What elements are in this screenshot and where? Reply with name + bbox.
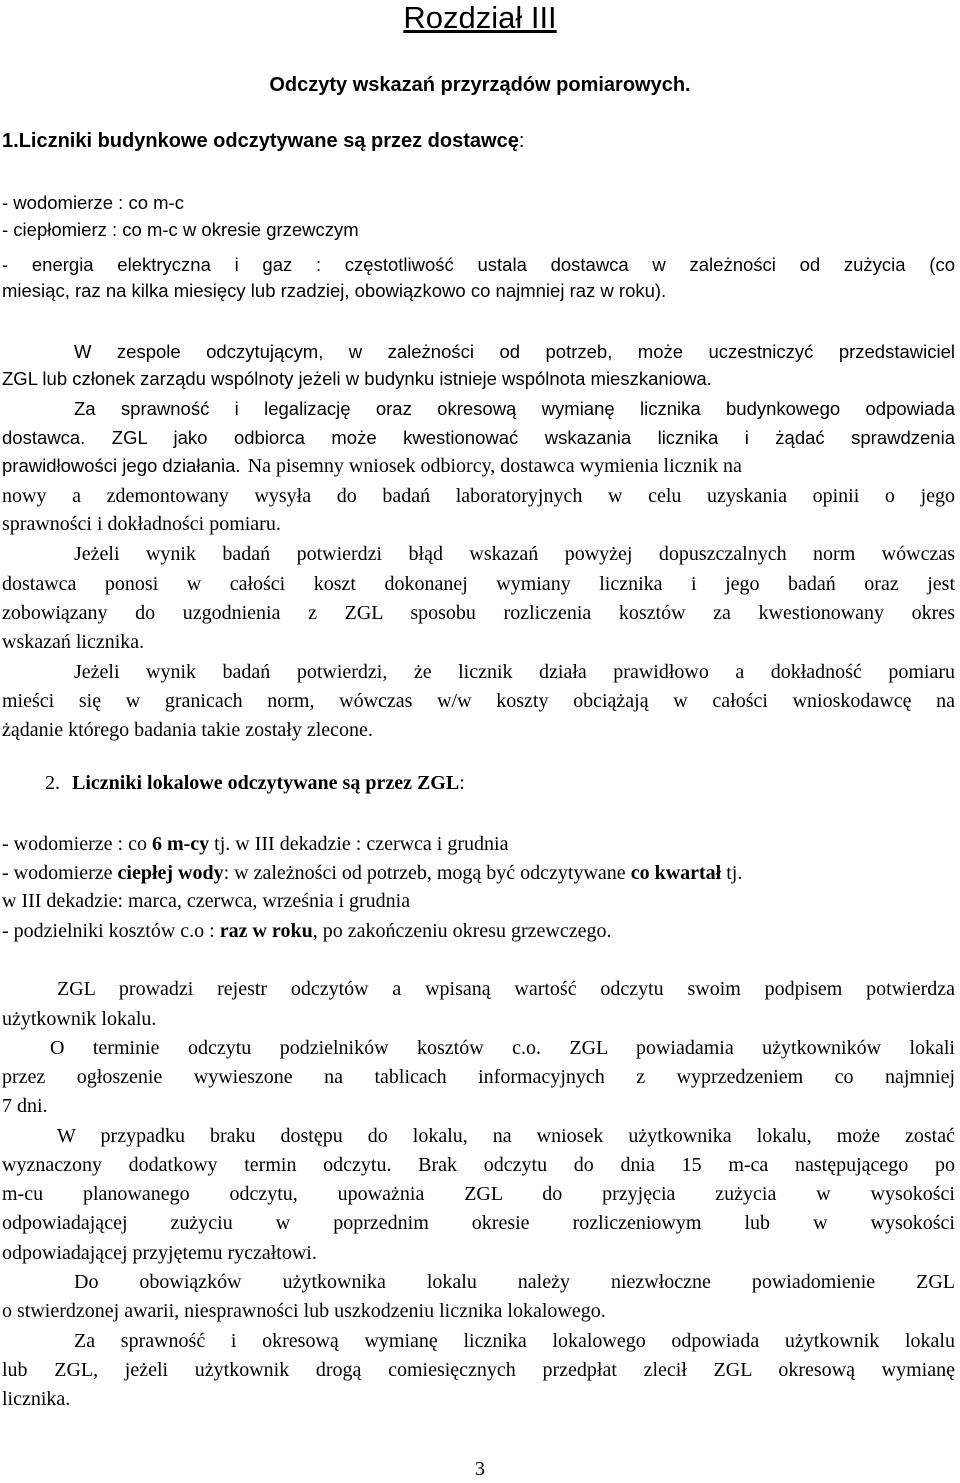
list-emphasis: co kwartał (630, 862, 722, 884)
paragraph-line: sprawności i dokładności pomiaru. (2, 513, 281, 535)
paragraph-line: Jeżeli wynik badań potwierdzi, że licznik działa prawidłowo a dokładność pomiaru (74, 661, 955, 683)
paragraph-line: wskazań licznika. (2, 631, 145, 653)
paragraph-line: Jeżeli wynik badań potwierdzi błąd wskazań powyżej dopuszczalnych norm wówczas (74, 543, 955, 565)
paragraph-line: wyznaczony dodatkowy termin odczytu. Brak odczytu do dnia 15 m-ca następującego po (2, 1154, 955, 1176)
list-emphasis: 6 m-cy (151, 833, 210, 855)
page-number: 3 (475, 1458, 485, 1480)
section-1-number: 1. (2, 130, 19, 152)
paragraph-line: żądanie którego badania takie zostały zlecone. (2, 719, 373, 741)
list-item (2, 860, 955, 886)
paragraph-line: nowy a zdemontowany wysyła do badań laboratoryjnych w celu uzyskania opinii o jego (2, 485, 955, 507)
list-text: - podzielniki kosztów c.o : (2, 920, 220, 942)
list-emphasis: ciepłej wody (117, 862, 224, 884)
paragraph-line: O terminie odczytu podzielników kosztów c.o. ZGL powiadamia użytkowników lokali (50, 1037, 955, 1059)
paragraph-line: licznika. (2, 1388, 71, 1410)
paragraph-line: Do obowiązków użytkownika lokalu należy niezwłoczne powiadomienie ZGL (74, 1271, 955, 1293)
paragraph-line: dostawca ponosi w całości koszt dokonanej wymiany licznika i jego badań oraz jest (2, 573, 955, 595)
chapter-title: Rozdział III (403, 0, 557, 35)
section-2-number: 2. (45, 772, 60, 794)
list-text: tj. w III dekadzie : czerwca i grudnia (209, 833, 509, 855)
paragraph-line: 7 dni. (2, 1095, 48, 1117)
paragraph-line: W przypadku braku dostępu do lokalu, na wniosek użytkownika lokalu, może zostać (57, 1125, 955, 1147)
list-item: - wodomierze : co m-c (2, 192, 184, 213)
section-1-heading (2, 130, 524, 153)
list-item (2, 831, 955, 857)
section-2-colon: : (459, 772, 465, 794)
paragraph-fragment: prawidłowości jego działania. (2, 455, 241, 476)
list-item: - ciepłomierz : co m-c w okresie grzewczym (2, 219, 359, 240)
paragraph-line: mieści się w granicach norm, wówczas w/w koszty obciążają w całości wnioskodawcę na (2, 690, 955, 712)
list-text: : w zależności od potrzeb, mogą być odczytywane (223, 862, 631, 884)
list-text: - wodomierze (2, 862, 118, 884)
list-item: - energia elektryczna i gaz : częstotliwość ustala dostawca w zależności od zużycia (co (2, 254, 955, 275)
list-text: tj. (721, 862, 743, 884)
paragraph-fragment: Na pisemny wniosek odbiorcy, dostawca wymienia licznik na (247, 455, 742, 477)
paragraph-line: o stwierdzonej awarii, niesprawności lub uszkodzeniu licznika lokalowego. (2, 1300, 606, 1322)
paragraph-line: lub ZGL, jeżeli użytkownik drogą comiesięcznych przedpłat zlecił ZGL okresową wymianę (2, 1359, 955, 1381)
section-2-heading-text: Liczniki lokalowe odczytywane są przez ZGL (72, 772, 460, 794)
paragraph-line: ZGL prowadzi rejestr odczytów a wpisaną wartość odczytu swoim podpisem potwierdza (57, 978, 955, 1000)
paragraph-line: użytkownik lokalu. (2, 1008, 157, 1030)
section-2-heading (45, 772, 465, 795)
list-emphasis: raz w roku (219, 920, 313, 942)
paragraph-line: W zespole odczytującym, w zależności od potrzeb, może uczestniczyć przedstawiciel (74, 341, 955, 362)
section-1-heading-text: Liczniki budynkowe odczytywane są przez dostawcę (18, 130, 519, 152)
paragraph-line: dostawca. ZGL jako odbiorca może kwestionować wskazania licznika i żądać sprawdzenia (2, 427, 955, 448)
paragraph-line: odpowiadającej przyjętemu ryczałtowi. (2, 1242, 317, 1264)
list-text: , po zakończeniu okresu grzewczego. (312, 920, 612, 942)
paragraph-line: zobowiązany do uzgodnienia z ZGL sposobu rozliczenia kosztów za kwestionowany okres (2, 602, 955, 624)
list-item-continuation: w III dekadzie: marca, czerwca, września i grudnia (2, 890, 411, 912)
list-item (2, 918, 955, 944)
paragraph-line: Za sprawność i okresową wymianę licznika lokalowego odpowiada użytkownik lokalu (74, 1330, 955, 1352)
paragraph-line: przez ogłoszenie wywieszone na tablicach informacyjnych z wyprzedzeniem co najmniej (2, 1066, 955, 1088)
paragraph-line (2, 453, 742, 479)
list-text: - wodomierze : co (2, 833, 152, 855)
chapter-subtitle: Odczyty wskazań przyrządów pomiarowych. (269, 74, 691, 96)
paragraph-line: m-cu planowanego odczytu, upoważnia ZGL do przyjęcia zużycia w wysokości (2, 1183, 955, 1205)
paragraph-line: Za sprawność i legalizację oraz okresową wymianę licznika budynkowego odpowiada (74, 398, 955, 419)
paragraph-line: ZGL lub członek zarządu wspólnoty jeżeli w budynku istnieje wspólnota mieszkaniowa. (2, 368, 712, 389)
paragraph-line: odpowiadającej zużyciu w poprzednim okresie rozliczeniowym lub w wysokości (2, 1212, 955, 1234)
list-item-continuation: miesiąc, raz na kilka miesięcy lub rzadziej, obowiązkowo co najmniej raz w roku). (2, 280, 667, 301)
section-1-colon: : (518, 130, 525, 152)
